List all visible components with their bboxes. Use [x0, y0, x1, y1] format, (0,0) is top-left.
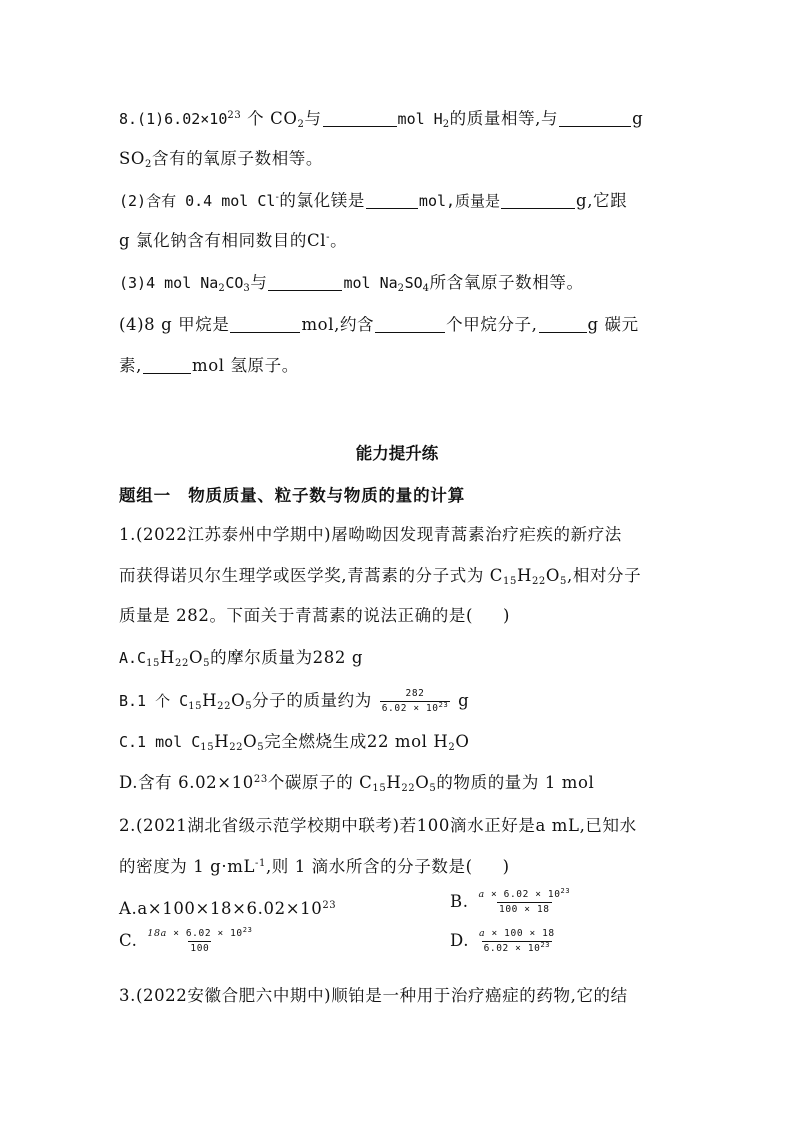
- subscript: 15: [503, 576, 517, 587]
- text: × 6.02 × 10: [484, 889, 561, 900]
- text: g,它跟: [576, 191, 628, 210]
- q8-line-2: [119, 148, 323, 170]
- subscript: 15: [372, 783, 387, 794]
- q1-option-a[interactable]: [119, 647, 363, 669]
- text: B.: [450, 892, 469, 911]
- fraction: [476, 889, 572, 916]
- text: H: [202, 691, 218, 710]
- text: 所含氧原子数相等。: [429, 273, 584, 292]
- text: (2)含有 0.4 mol Cl: [119, 192, 276, 210]
- q1-option-c[interactable]: [119, 731, 470, 753]
- text: (4)8 g 甲烷是: [119, 315, 230, 334]
- fraction: [145, 928, 254, 955]
- superscript: -: [275, 192, 280, 203]
- text: 质量是 282。下面关于青蒿素的说法正确的是(: [119, 606, 473, 625]
- text: 8.(1)6.02×10: [119, 110, 228, 128]
- subscript: 22: [217, 701, 232, 712]
- q1-option-b[interactable]: [119, 688, 469, 715]
- text: mol 氢原子。: [191, 356, 299, 375]
- text: O: [231, 691, 246, 710]
- text: g: [632, 109, 644, 128]
- denominator: [380, 701, 451, 715]
- q8-line-4: [119, 230, 347, 252]
- text: H: [386, 773, 402, 792]
- text: 的密度为 1 g·mL: [119, 857, 255, 876]
- q8-line-7: [119, 355, 299, 377]
- text: C.: [119, 931, 138, 950]
- q2-line-1: 2.(2021湖北省级示范学校期中联考)若100滴水正好是a mL,已知水: [119, 816, 637, 835]
- text: 个甲烷分子,: [446, 315, 538, 334]
- text: 分子的质量约为: [252, 691, 372, 710]
- subscript: 22: [531, 576, 546, 587]
- text: SO: [119, 149, 146, 168]
- text: 的氯化镁是: [279, 191, 365, 210]
- text: D.: [450, 931, 470, 950]
- section-heading: 能力提升练: [355, 444, 439, 463]
- text: D.含有 6.02×10: [119, 773, 254, 792]
- text: 的摩尔质量为282 g: [210, 648, 363, 667]
- q1-option-d[interactable]: [119, 772, 594, 794]
- text: mol Na: [343, 274, 398, 292]
- text: H: [516, 566, 532, 585]
- answer-blank[interactable]: [539, 316, 587, 333]
- subscript: 22: [401, 783, 416, 794]
- subscript: 2: [442, 119, 450, 130]
- text: g: [458, 691, 470, 710]
- denominator: [482, 941, 553, 955]
- answer-blank[interactable]: [375, 316, 445, 333]
- numerator: [476, 889, 572, 902]
- text: × 100 × 18: [485, 928, 555, 939]
- answer-blank[interactable]: [323, 110, 397, 127]
- text: O: [455, 732, 470, 751]
- subscript: 2: [297, 119, 305, 130]
- subscript: 5: [203, 658, 211, 669]
- subscript: 5: [257, 742, 265, 753]
- q2-option-b[interactable]: [450, 889, 574, 916]
- text: H: [214, 732, 230, 751]
- group-title: 题组一 物质质量、粒子数与物质的量的计算: [119, 486, 465, 505]
- subscript: 2: [448, 742, 456, 753]
- exponent: 23: [227, 110, 242, 121]
- fraction: [380, 688, 451, 715]
- text: ,则 1 滴水所含的分子数是(: [265, 857, 473, 876]
- denominator: 100: [190, 943, 210, 954]
- exponent: 23: [253, 774, 268, 785]
- text: ): [502, 857, 510, 876]
- subscript: 4: [422, 283, 430, 294]
- text: mol,质量是: [418, 192, 501, 210]
- exponent: 23: [438, 701, 449, 709]
- text: A.a×100×18×6.02×10: [119, 899, 323, 918]
- text: O: [188, 648, 204, 667]
- text: O: [243, 732, 258, 751]
- text: 与: [304, 109, 322, 128]
- text: 。: [330, 231, 348, 250]
- subscript: 15: [146, 658, 161, 669]
- text: 的质量相等,与: [449, 109, 559, 128]
- q3-line-1: 3.(2022安徽合肥六中期中)顺铂是一种用于治疗癌症的药物,它的结: [119, 986, 628, 1005]
- numerator: [145, 928, 254, 941]
- q8-line-3: [119, 190, 627, 212]
- answer-blank[interactable]: [501, 192, 575, 209]
- text: O: [545, 566, 561, 585]
- text: ): [502, 606, 511, 625]
- subscript: 3: [243, 283, 251, 294]
- subscript: 22: [229, 742, 244, 753]
- text: g 碳元: [587, 315, 639, 334]
- subscript: 5: [245, 701, 253, 712]
- text: mol,约含: [301, 315, 375, 334]
- text: × 6.02 × 10: [166, 928, 243, 939]
- text: 的物质的量为 1 mol: [436, 773, 595, 792]
- answer-blank[interactable]: [268, 274, 342, 291]
- answer-blank[interactable]: [366, 192, 418, 209]
- subscript: 15: [188, 701, 203, 712]
- text: 6.02 × 10: [483, 943, 541, 954]
- subscript: 5: [429, 783, 437, 794]
- text: B.1 个 C: [119, 692, 189, 710]
- variable: a: [478, 889, 485, 900]
- superscript: -1: [255, 858, 266, 869]
- superscript: -: [326, 232, 331, 243]
- exponent: 23: [540, 941, 551, 949]
- subscript: 2: [145, 159, 152, 170]
- text: g 氯化钠含有相同数目的Cl: [119, 231, 327, 250]
- denominator: 100 × 18: [499, 904, 550, 915]
- q1-line-2: [119, 565, 641, 587]
- q8-line-6: [119, 314, 639, 336]
- text: O: [415, 773, 430, 792]
- q2-option-c[interactable]: [119, 928, 256, 955]
- text: 含有的氧原子数相等。: [152, 149, 323, 168]
- text: H: [160, 648, 176, 667]
- q2-option-d[interactable]: [450, 928, 559, 955]
- subscript: 15: [200, 742, 215, 753]
- answer-blank[interactable]: [143, 357, 191, 374]
- q1-line-3: [119, 605, 510, 627]
- subscript: 22: [175, 658, 189, 669]
- numerator: [477, 928, 557, 941]
- text: mol H: [397, 110, 443, 128]
- text: 素,: [119, 356, 142, 375]
- q8-line-1: [119, 108, 643, 130]
- q2-option-a[interactable]: [119, 898, 336, 920]
- numerator: 282: [405, 688, 425, 699]
- text: 完全燃烧生成22 mol H: [264, 732, 449, 751]
- exponent: 23: [242, 926, 253, 934]
- q8-line-5: [119, 272, 584, 294]
- subscript: 2: [218, 283, 226, 294]
- q1-line-1: 1.(2022江苏泰州中学期中)屠呦呦因发现青蒿素治疗疟疾的新疗法: [119, 525, 622, 544]
- text: 个碳原子的 C: [267, 773, 373, 792]
- text: A.C: [119, 649, 147, 667]
- fraction: [477, 928, 557, 955]
- text: 而获得诺贝尔生理学或医学奖,青蒿素的分子式为 C: [119, 566, 504, 585]
- text: (3)4 mol Na: [119, 274, 219, 292]
- variable: 18a: [147, 928, 167, 939]
- text: ,相对分子: [567, 566, 642, 585]
- text: 与: [250, 273, 268, 292]
- subscript: 5: [560, 576, 567, 587]
- exponent: 23: [322, 900, 337, 911]
- answer-blank[interactable]: [559, 110, 631, 127]
- variable: a: [478, 928, 486, 939]
- q2-line-2: [119, 856, 510, 878]
- text: 个 CO: [247, 109, 298, 128]
- text: CO: [225, 274, 244, 292]
- subscript: 2: [397, 283, 405, 294]
- text: 6.02 × 10: [381, 703, 439, 714]
- text: C.1 mol C: [119, 733, 201, 751]
- text: SO: [404, 274, 423, 292]
- exponent: 23: [560, 887, 571, 895]
- answer-blank[interactable]: [230, 316, 300, 333]
